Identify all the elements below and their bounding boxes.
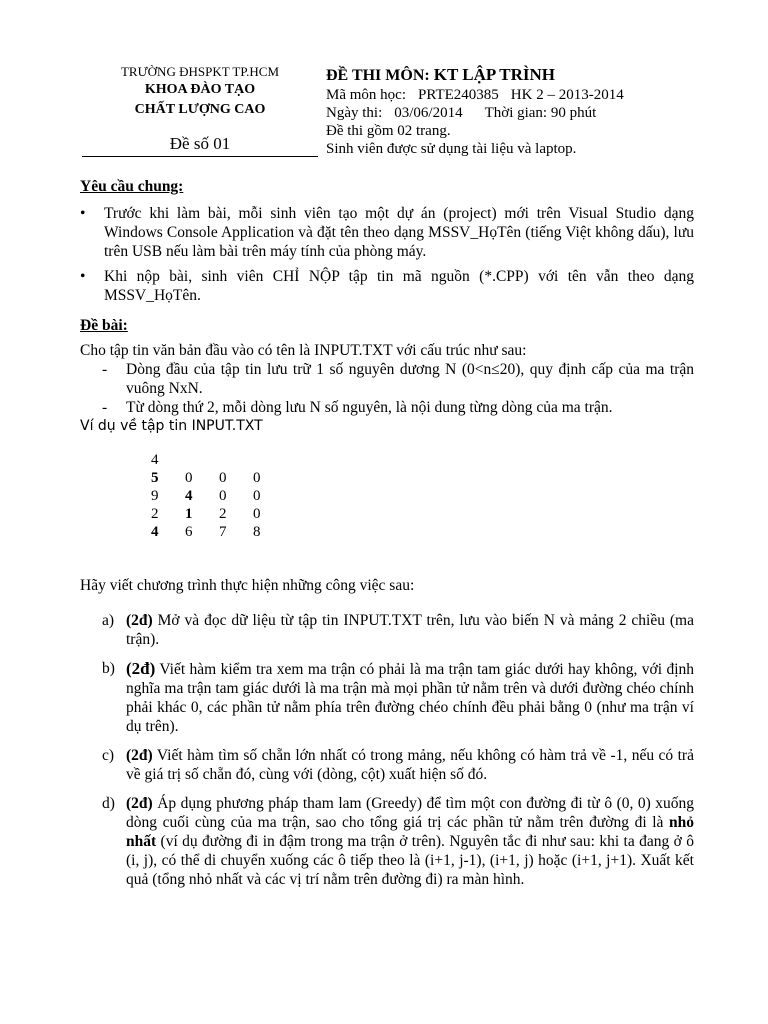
task-label: a) [102,612,115,629]
course-code: PRTE240385 [418,87,499,103]
matrix-cell-path: 5 [151,470,159,486]
matrix-size-row [151,451,287,469]
requirement-item: • Khi nộp bài, sinh viên CHỈ NỘP tập tin mã nguồn (*.CPP) với tên vẫn theo dạng MSSV_HọTên. [80,268,694,304]
matrix-cell: 2 [151,506,159,522]
matrix-cell-path: 4 [185,488,193,504]
task-text: Viết hàm tìm số chẵn lớn nhất có trong mảng, nếu không có hàm trả về -1, nếu có trả về giá trị số chẵn đó, cùng với (dòng, cột) xuất hiện số đó. [126,747,694,783]
task-text: Viết hàm kiểm tra xem ma trận có phải là ma trận tam giác dưới hay không, với định nghĩa ma trận tam giác dưới là ma trận mà mọi phần tử nằm trên và dưới đường chéo chính phải khác 0, các phần tử nằm phía trên đường chéo chính đều phải bằng 0 (như ma trận ví dụ trên). [126,661,694,735]
course-code-line [326,86,726,104]
bullet-icon: • [80,268,86,285]
exam-duration: 90 phút [550,105,597,121]
matrix-cell: 2 [219,506,227,522]
task-text: Mở và đọc dữ liệu từ tập tin INPUT.TXT trên, lưu vào biến N và mảng 2 chiều (ma trận). [126,612,694,648]
department-line-1: KHOA ĐÀO TẠO [144,82,256,97]
exam-info-block [326,65,726,158]
pages-note: Đề thi gồm 02 trang. [326,123,451,139]
matrix-cell: 6 [185,524,193,540]
task-label: c) [102,747,115,764]
matrix-cell: 9 [151,488,159,504]
matrix-cell: 8 [253,524,261,540]
matrix-cell: 0 [253,506,261,522]
date-label: Ngày thi: [326,105,383,121]
task-points: (2đ) [126,659,156,678]
exam-date: 03/06/2014 [394,105,463,121]
school-name: TRƯỜNG ĐHSPKT TP.HCM [120,64,280,79]
task-item-a [80,611,694,649]
matrix-row [151,469,287,487]
materials-note: Sinh viên được sử dụng tài liệu và laptop. [326,141,577,157]
example-label: Ví dụ về tập tin INPUT.TXT [80,418,263,434]
task-item-d [80,794,694,889]
general-requirements [80,177,694,311]
example-matrix [151,451,287,541]
matrix-row [151,523,287,541]
problem-heading: Đề bài: [80,317,128,334]
requirement-item: • Trước khi làm bài, mỗi sinh viên tạo một dự án (project) mới trên Visual Studio dạng Windows Console Application và đặt tên theo dạng MSSV_HọTên (tiếng Việt không dấu), lưu trên USB nếu làm bài trên máy tính của phòng máy. [80,205,694,260]
duration-label: Thời gian: [484,105,548,121]
task-text: Áp dụng phương pháp tham lam (Greedy) để tìm một con đường đi từ ô (0, 0) xuống dòng cuối cùng của ma trận, sao cho tổng giá trị các phần tử nằm trên đường đi là [126,795,694,831]
task-label: b) [102,660,115,677]
task-text: (ví dụ đường đi in đậm trong ma trận ở trên). Nguyên tắc đi như sau: khi ta đang ở ô (i, j), có thể di chuyển xuống các ô tiếp theo là (i+1, j-1), (i+1, j) hoặc (i+1, j+1). Xuất kết quả (tổng nhỏ nhất và các vị trí nằm trên đường đi) ra màn hình. [126,833,694,888]
header-divider [82,156,318,157]
task-text-emphasis: nhỏ nhất [126,814,694,850]
bullet-icon: • [80,205,86,222]
semester: HK 2 – 2013-2014 [510,87,624,103]
requirements-list [80,204,694,305]
problem-intro: Cho tập tin văn bản đầu vào có tên là INPUT.TXT với cấu trúc như sau: [80,342,527,359]
matrix-cell-path: 4 [151,524,159,540]
matrix-table [151,451,287,541]
institution-block [82,63,318,155]
exam-date-line [326,104,726,122]
matrix-row [151,505,287,523]
tasks-intro: Hãy viết chương trình thực hiện những công việc sau: [80,577,415,594]
structure-item: - Dòng đầu của tập tin lưu trữ 1 số nguyên dương N (0<n≤20), quy định cấp của ma trận vuông NxN. [102,361,694,397]
course-code-label: Mã môn học: [326,87,406,103]
structure-item: - Từ dòng thứ 2, mỗi dòng lưu N số nguyên, là nội dung từng dòng của ma trận. [102,399,613,416]
matrix-cell: 0 [219,488,227,504]
matrix-row [151,487,287,505]
matrix-size: 4 [151,452,159,468]
task-list [80,611,694,899]
matrix-cell: 0 [253,488,261,504]
exam-title-prefix: ĐỀ THI MÔN: [326,67,430,84]
task-item-b [80,659,694,736]
task-points: (2đ) [126,747,153,764]
task-points: (2đ) [126,795,153,812]
department-line-2: CHẤT LƯỢNG CAO [134,102,266,117]
task-points: (2đ) [126,612,153,629]
problem-section [80,316,694,436]
exam-number: Đề số 01 [169,134,231,153]
general-heading: Yêu cầu chung: [80,178,184,195]
exam-title [326,65,726,86]
matrix-cell-path: 1 [185,506,193,522]
matrix-cell: 0 [253,470,261,486]
matrix-cell: 0 [185,470,193,486]
exam-subject: KT LẬP TRÌNH [433,65,555,84]
task-item-c [80,746,694,784]
matrix-cell: 0 [219,470,227,486]
task-label: d) [102,795,115,812]
matrix-cell: 7 [219,524,227,540]
